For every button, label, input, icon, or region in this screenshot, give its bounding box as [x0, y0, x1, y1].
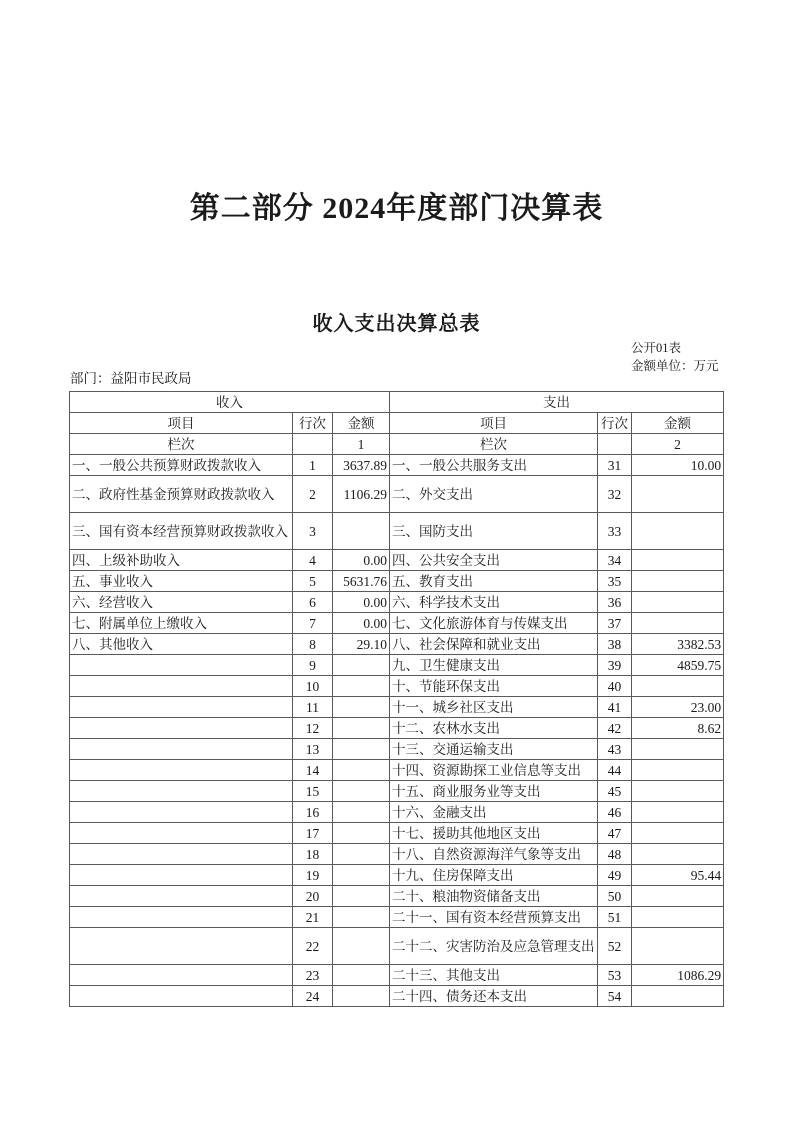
expense-rowno-header: 行次 — [598, 413, 632, 434]
income-amount-cell — [333, 886, 390, 907]
department-label: 部门：益阳市民政局 — [70, 371, 192, 386]
column-index-row — [70, 434, 724, 455]
income-rowno-cell: 5 — [293, 571, 333, 592]
income-amount-cell — [333, 513, 390, 550]
expense-item-cell: 十、节能环保支出 — [390, 676, 598, 697]
table-row — [70, 760, 724, 781]
expense-amount-cell — [632, 613, 724, 634]
income-item-cell — [70, 739, 293, 760]
table-row — [70, 697, 724, 718]
expense-amount-cell: 1086.29 — [632, 965, 724, 986]
income-rowno-cell: 19 — [293, 865, 333, 886]
expense-rowno-cell: 38 — [598, 634, 632, 655]
expense-amount-cell — [632, 802, 724, 823]
income-lanci-label: 栏次 — [70, 434, 293, 455]
expense-amount-cell — [632, 760, 724, 781]
income-item-cell: 二、政府性基金预算财政拨款收入 — [70, 476, 293, 513]
income-amount-cell — [333, 697, 390, 718]
expense-item-cell: 二十、粮油物资储备支出 — [390, 886, 598, 907]
expense-amount-cell — [632, 823, 724, 844]
income-rowno-cell: 20 — [293, 886, 333, 907]
income-amount-cell — [333, 907, 390, 928]
income-item-cell — [70, 676, 293, 697]
income-rowno-cell: 2 — [293, 476, 333, 513]
expense-rowno-cell: 35 — [598, 571, 632, 592]
expense-item-cell: 十七、援助其他地区支出 — [390, 823, 598, 844]
expense-rowno-cell: 49 — [598, 865, 632, 886]
expense-item-cell: 十八、自然资源海洋气象等支出 — [390, 844, 598, 865]
income-amount-cell — [333, 928, 390, 965]
table-title: 收入支出决算总表 — [312, 313, 481, 335]
expense-amount-cell — [632, 676, 724, 697]
expense-rowno-cell: 39 — [598, 655, 632, 676]
expense-item-cell: 十五、商业服务业等支出 — [390, 781, 598, 802]
expense-item-cell: 十六、金融支出 — [390, 802, 598, 823]
table-row — [70, 655, 724, 676]
income-item-cell: 五、事业收入 — [70, 571, 293, 592]
expense-amount-cell: 8.62 — [632, 718, 724, 739]
income-rowno-cell: 4 — [293, 550, 333, 571]
income-amount-cell: 3637.89 — [333, 455, 390, 476]
expense-amount-cell — [632, 592, 724, 613]
income-amount-cell: 29.10 — [333, 634, 390, 655]
expense-amount-cell — [632, 781, 724, 802]
table-row — [70, 865, 724, 886]
budget-table — [69, 391, 724, 1007]
expense-rowno-cell: 36 — [598, 592, 632, 613]
expense-rowno-cell: 46 — [598, 802, 632, 823]
table-row — [70, 907, 724, 928]
table-code: 公开01表 — [631, 341, 682, 355]
part-title: 第二部分 2024年度部门决算表 — [189, 192, 604, 225]
income-amount-cell — [333, 965, 390, 986]
expense-item-cell: 二十二、灾害防治及应急管理支出 — [390, 928, 598, 965]
table-row — [70, 986, 724, 1007]
income-item-cell — [70, 697, 293, 718]
expense-rowno-cell: 53 — [598, 965, 632, 986]
table-row — [70, 550, 724, 571]
expense-amount-cell: 3382.53 — [632, 634, 724, 655]
section-header-row — [70, 392, 724, 413]
table-row — [70, 592, 724, 613]
income-item-cell — [70, 928, 293, 965]
income-amount-cell: 0.00 — [333, 592, 390, 613]
expense-amount-cell: 95.44 — [632, 865, 724, 886]
expense-rowno-cell: 54 — [598, 986, 632, 1007]
income-rowno-cell: 1 — [293, 455, 333, 476]
income-rowno-cell: 21 — [293, 907, 333, 928]
income-item-cell — [70, 718, 293, 739]
income-rowno-cell: 7 — [293, 613, 333, 634]
expense-item-cell: 六、科学技术支出 — [390, 592, 598, 613]
income-amount-cell — [333, 676, 390, 697]
income-rowno-header: 行次 — [293, 413, 333, 434]
income-rowno-cell: 9 — [293, 655, 333, 676]
table-row — [70, 886, 724, 907]
income-item-header: 项目 — [70, 413, 293, 434]
expense-rowno-cell: 41 — [598, 697, 632, 718]
expense-item-cell: 二、外交支出 — [390, 476, 598, 513]
expense-item-cell: 十一、城乡社区支出 — [390, 697, 598, 718]
income-amount-cell — [333, 655, 390, 676]
income-item-cell: 四、上级补助收入 — [70, 550, 293, 571]
income-item-cell — [70, 907, 293, 928]
income-item-cell — [70, 865, 293, 886]
expense-rowno-cell: 42 — [598, 718, 632, 739]
income-item-cell — [70, 760, 293, 781]
expense-amount-cell: 10.00 — [632, 455, 724, 476]
table-meta — [631, 339, 724, 375]
expense-amount-cell: 4859.75 — [632, 655, 724, 676]
income-amount-cell — [333, 760, 390, 781]
expense-amount-cell — [632, 907, 724, 928]
expense-item-cell: 十九、住房保障支出 — [390, 865, 598, 886]
expense-rowno-cell: 47 — [598, 823, 632, 844]
income-rowno-cell: 8 — [293, 634, 333, 655]
table-row — [70, 823, 724, 844]
expense-item-cell: 四、公共安全支出 — [390, 550, 598, 571]
table-row — [70, 571, 724, 592]
table-row — [70, 965, 724, 986]
income-col-number: 1 — [333, 434, 390, 455]
table-row — [70, 476, 724, 513]
expense-rowno-cell: 40 — [598, 676, 632, 697]
expense-rowno-cell: 34 — [598, 550, 632, 571]
income-item-cell — [70, 886, 293, 907]
expense-item-cell: 九、卫生健康支出 — [390, 655, 598, 676]
income-item-cell — [70, 823, 293, 844]
expense-amount-cell — [632, 928, 724, 965]
income-amount-cell — [333, 844, 390, 865]
income-item-cell — [70, 802, 293, 823]
income-amount-cell — [333, 781, 390, 802]
expense-item-cell: 二十三、其他支出 — [390, 965, 598, 986]
expense-amount-cell — [632, 739, 724, 760]
expense-item-cell: 二十一、国有资本经营预算支出 — [390, 907, 598, 928]
table-row — [70, 844, 724, 865]
income-amount-cell: 1106.29 — [333, 476, 390, 513]
income-rowno-cell: 17 — [293, 823, 333, 844]
column-header-row — [70, 413, 724, 434]
income-item-cell: 七、附属单位上缴收入 — [70, 613, 293, 634]
table-row — [70, 802, 724, 823]
expense-amount-cell — [632, 476, 724, 513]
expense-rowno-cell: 37 — [598, 613, 632, 634]
expense-item-cell: 二十四、债务还本支出 — [390, 986, 598, 1007]
income-section-header: 收入 — [70, 392, 390, 413]
expense-rowno-cell: 52 — [598, 928, 632, 965]
income-item-cell: 六、经营收入 — [70, 592, 293, 613]
income-rowno-cell: 10 — [293, 676, 333, 697]
expense-rowno-cell: 43 — [598, 739, 632, 760]
income-amount-cell: 0.00 — [333, 613, 390, 634]
table-row — [70, 781, 724, 802]
expense-item-cell: 十二、农林水支出 — [390, 718, 598, 739]
income-rowno-cell: 3 — [293, 513, 333, 550]
table-body — [70, 455, 724, 1007]
expense-amount-header: 金额 — [632, 413, 724, 434]
income-rowno-cell: 12 — [293, 718, 333, 739]
income-lanci-blank — [293, 434, 333, 455]
income-amount-header: 金额 — [333, 413, 390, 434]
expense-item-cell: 八、社会保障和就业支出 — [390, 634, 598, 655]
table-row — [70, 613, 724, 634]
table-row — [70, 513, 724, 550]
table-row — [70, 718, 724, 739]
expense-amount-cell — [632, 986, 724, 1007]
income-item-cell — [70, 655, 293, 676]
expense-item-header: 项目 — [390, 413, 598, 434]
table-row — [70, 928, 724, 965]
table-row — [70, 739, 724, 760]
income-amount-cell: 5631.76 — [333, 571, 390, 592]
income-rowno-cell: 14 — [293, 760, 333, 781]
expense-amount-cell — [632, 513, 724, 550]
expense-rowno-cell: 50 — [598, 886, 632, 907]
income-item-cell — [70, 844, 293, 865]
expense-amount-cell — [632, 550, 724, 571]
table-row — [70, 676, 724, 697]
income-item-cell — [70, 965, 293, 986]
expense-amount-cell — [632, 886, 724, 907]
expense-rowno-cell: 51 — [598, 907, 632, 928]
expense-amount-cell: 23.00 — [632, 697, 724, 718]
expense-rowno-cell: 45 — [598, 781, 632, 802]
expense-lanci-label: 栏次 — [390, 434, 598, 455]
expense-item-cell: 三、国防支出 — [390, 513, 598, 550]
income-amount-cell — [333, 718, 390, 739]
table-row — [70, 455, 724, 476]
expense-section-header: 支出 — [390, 392, 724, 413]
expense-item-cell: 五、教育支出 — [390, 571, 598, 592]
income-rowno-cell: 16 — [293, 802, 333, 823]
income-rowno-cell: 15 — [293, 781, 333, 802]
table-row — [70, 634, 724, 655]
expense-item-cell: 一、一般公共服务支出 — [390, 455, 598, 476]
income-amount-cell — [333, 986, 390, 1007]
income-amount-cell — [333, 823, 390, 844]
expense-item-cell: 七、文化旅游体育与传媒支出 — [390, 613, 598, 634]
expense-amount-cell — [632, 571, 724, 592]
expense-item-cell: 十四、资源勘探工业信息等支出 — [390, 760, 598, 781]
expense-rowno-cell: 48 — [598, 844, 632, 865]
income-item-cell: 八、其他收入 — [70, 634, 293, 655]
expense-item-cell: 十三、交通运输支出 — [390, 739, 598, 760]
income-amount-cell — [333, 802, 390, 823]
income-rowno-cell: 23 — [293, 965, 333, 986]
income-rowno-cell: 18 — [293, 844, 333, 865]
expense-lanci-blank — [598, 434, 632, 455]
expense-rowno-cell: 31 — [598, 455, 632, 476]
expense-rowno-cell: 33 — [598, 513, 632, 550]
expense-rowno-cell: 44 — [598, 760, 632, 781]
unit-label: 金额单位：万元 — [631, 359, 719, 373]
income-amount-cell — [333, 865, 390, 886]
expense-rowno-cell: 32 — [598, 476, 632, 513]
expense-amount-cell — [632, 844, 724, 865]
income-rowno-cell: 13 — [293, 739, 333, 760]
income-amount-cell — [333, 739, 390, 760]
income-rowno-cell: 11 — [293, 697, 333, 718]
expense-col-number: 2 — [632, 434, 724, 455]
income-rowno-cell: 24 — [293, 986, 333, 1007]
income-item-cell: 一、一般公共预算财政拨款收入 — [70, 455, 293, 476]
income-rowno-cell: 6 — [293, 592, 333, 613]
income-amount-cell: 0.00 — [333, 550, 390, 571]
income-item-cell — [70, 781, 293, 802]
income-rowno-cell: 22 — [293, 928, 333, 965]
income-item-cell: 三、国有资本经营预算财政拨款收入 — [70, 513, 293, 550]
income-item-cell — [70, 986, 293, 1007]
